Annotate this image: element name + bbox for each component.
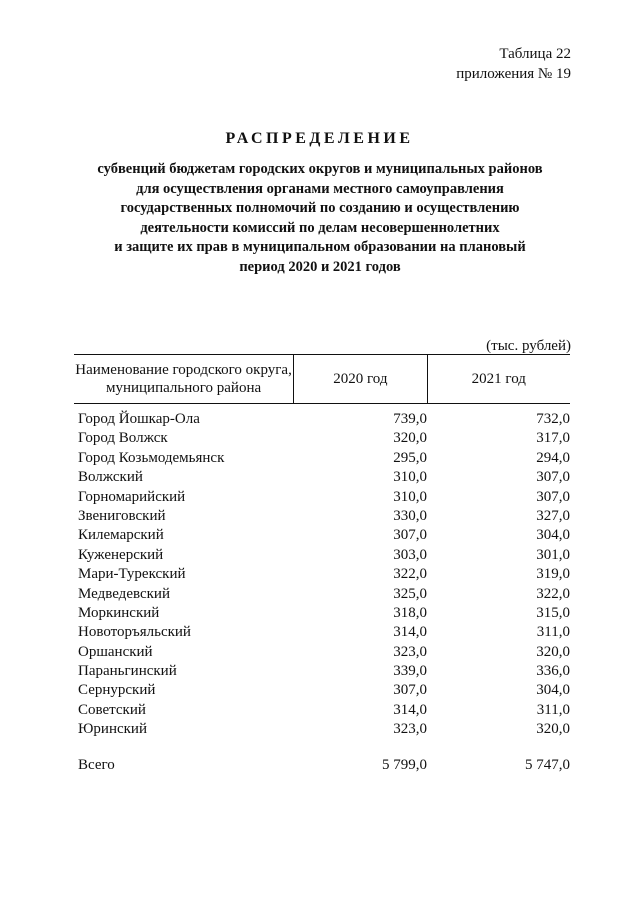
row-2021-cell: 304,0 xyxy=(536,682,570,699)
units-label: (тыс. рублей) xyxy=(486,338,571,354)
header-2020-column: 2020 год xyxy=(294,355,427,403)
table-row xyxy=(78,526,570,545)
row-2021-cell: 327,0 xyxy=(536,507,570,524)
row-2020-cell: 303,0 xyxy=(393,546,427,563)
row-2021-cell: 322,0 xyxy=(536,585,570,602)
table-row xyxy=(78,565,570,584)
row-2020-cell: 739,0 xyxy=(393,411,427,427)
row-name-cell: Город Козьмодемьянск xyxy=(78,449,225,466)
row-name-cell: Мари-Турекский xyxy=(78,566,186,583)
row-name-cell: Килемарский xyxy=(78,527,164,544)
table-row xyxy=(78,468,570,487)
row-name-cell: Горномарийский xyxy=(78,488,186,505)
document-subtitle xyxy=(80,160,560,277)
row-name-cell: Сернурский xyxy=(78,682,156,699)
table-row xyxy=(78,643,570,662)
row-2021-cell: 320,0 xyxy=(536,721,570,738)
row-name-cell: Моркинский xyxy=(78,604,160,621)
row-name-cell: Куженерский xyxy=(78,546,164,563)
row-name-cell: Новоторъяльский xyxy=(78,624,191,641)
row-name-cell: Город Йошкар-Ола xyxy=(78,411,200,427)
row-2021-cell: 317,0 xyxy=(536,430,570,447)
row-2020-cell: 325,0 xyxy=(393,585,427,602)
row-2020-cell: 339,0 xyxy=(393,663,427,680)
row-2020-cell: 295,0 xyxy=(393,449,427,466)
row-2020-cell: 314,0 xyxy=(393,701,427,718)
row-2020-cell: 307,0 xyxy=(393,527,427,544)
row-2021-cell: 307,0 xyxy=(536,488,570,505)
table-row xyxy=(78,681,570,700)
row-name-cell: Оршанский xyxy=(78,643,153,660)
table-row xyxy=(78,662,570,681)
table-row xyxy=(78,623,570,642)
table-row xyxy=(78,585,570,604)
row-2021-cell: 311,0 xyxy=(536,701,570,718)
row-2021-cell: 301,0 xyxy=(536,546,570,563)
appendix-number: приложения № 19 xyxy=(456,66,571,82)
row-2020-cell: 330,0 xyxy=(393,507,427,524)
header-name-column: Наименование городского округа, муниципального района xyxy=(74,355,294,403)
table-row xyxy=(78,410,570,429)
subtitle-line: субвенций бюджетам городских округов и муниципальных районов xyxy=(97,161,543,177)
table-row xyxy=(78,546,570,565)
row-2021-cell: 304,0 xyxy=(536,527,570,544)
row-name-cell: Медведевский xyxy=(78,585,170,602)
table-body xyxy=(78,410,570,740)
row-2020-cell: 310,0 xyxy=(393,469,427,486)
subtitle-line: период 2020 и 2021 годов xyxy=(239,258,401,275)
subtitle-line: государственных полномочий по созданию и осуществлению xyxy=(120,200,520,216)
header-2021-column: 2021 год xyxy=(471,371,526,387)
table-row xyxy=(78,429,570,448)
row-2021-cell: 336,0 xyxy=(536,663,570,680)
row-2020-cell: 322,0 xyxy=(393,566,427,583)
subtitle-line: деятельности комиссий по делам несовершеннолетних xyxy=(140,219,500,236)
total-label: Всего xyxy=(78,757,115,773)
table-row xyxy=(78,449,570,468)
row-2021-cell: 315,0 xyxy=(536,604,570,621)
document-title: РАСПРЕДЕЛЕНИЕ xyxy=(225,130,414,147)
table-row xyxy=(78,488,570,507)
total-row xyxy=(78,756,570,775)
total-2020: 5 799,0 xyxy=(382,757,427,773)
row-name-cell: Волжский xyxy=(78,469,143,486)
table-row xyxy=(78,720,570,739)
row-2021-cell: 320,0 xyxy=(536,643,570,660)
row-name-cell: Звениговский xyxy=(78,507,166,524)
row-2020-cell: 323,0 xyxy=(393,643,427,660)
row-2020-cell: 310,0 xyxy=(393,488,427,505)
table-reference xyxy=(456,44,571,84)
total-2021: 5 747,0 xyxy=(525,757,570,773)
table-row xyxy=(78,604,570,623)
subtitle-line: для осуществления органами местного самоуправления xyxy=(136,180,504,197)
row-name-cell: Юринский xyxy=(78,721,147,738)
subtitle-line: и защите их прав в муниципальном образовании на плановый xyxy=(114,239,526,255)
row-2021-cell: 732,0 xyxy=(536,411,570,427)
row-name-cell: Советский xyxy=(78,701,146,718)
row-2020-cell: 307,0 xyxy=(393,682,427,699)
table-row xyxy=(78,701,570,720)
row-name-cell: Город Волжск xyxy=(78,430,168,447)
table-number: Таблица 22 xyxy=(499,46,571,62)
table-row xyxy=(78,507,570,526)
row-name-cell: Параньгинский xyxy=(78,663,177,680)
row-2021-cell: 311,0 xyxy=(536,624,570,641)
row-2021-cell: 319,0 xyxy=(536,566,570,583)
row-2020-cell: 314,0 xyxy=(393,624,427,641)
row-2020-cell: 320,0 xyxy=(393,430,427,447)
table-header xyxy=(74,354,570,404)
row-2020-cell: 323,0 xyxy=(393,721,427,738)
row-2021-cell: 294,0 xyxy=(536,449,570,466)
row-2021-cell: 307,0 xyxy=(536,469,570,486)
row-2020-cell: 318,0 xyxy=(393,604,427,621)
